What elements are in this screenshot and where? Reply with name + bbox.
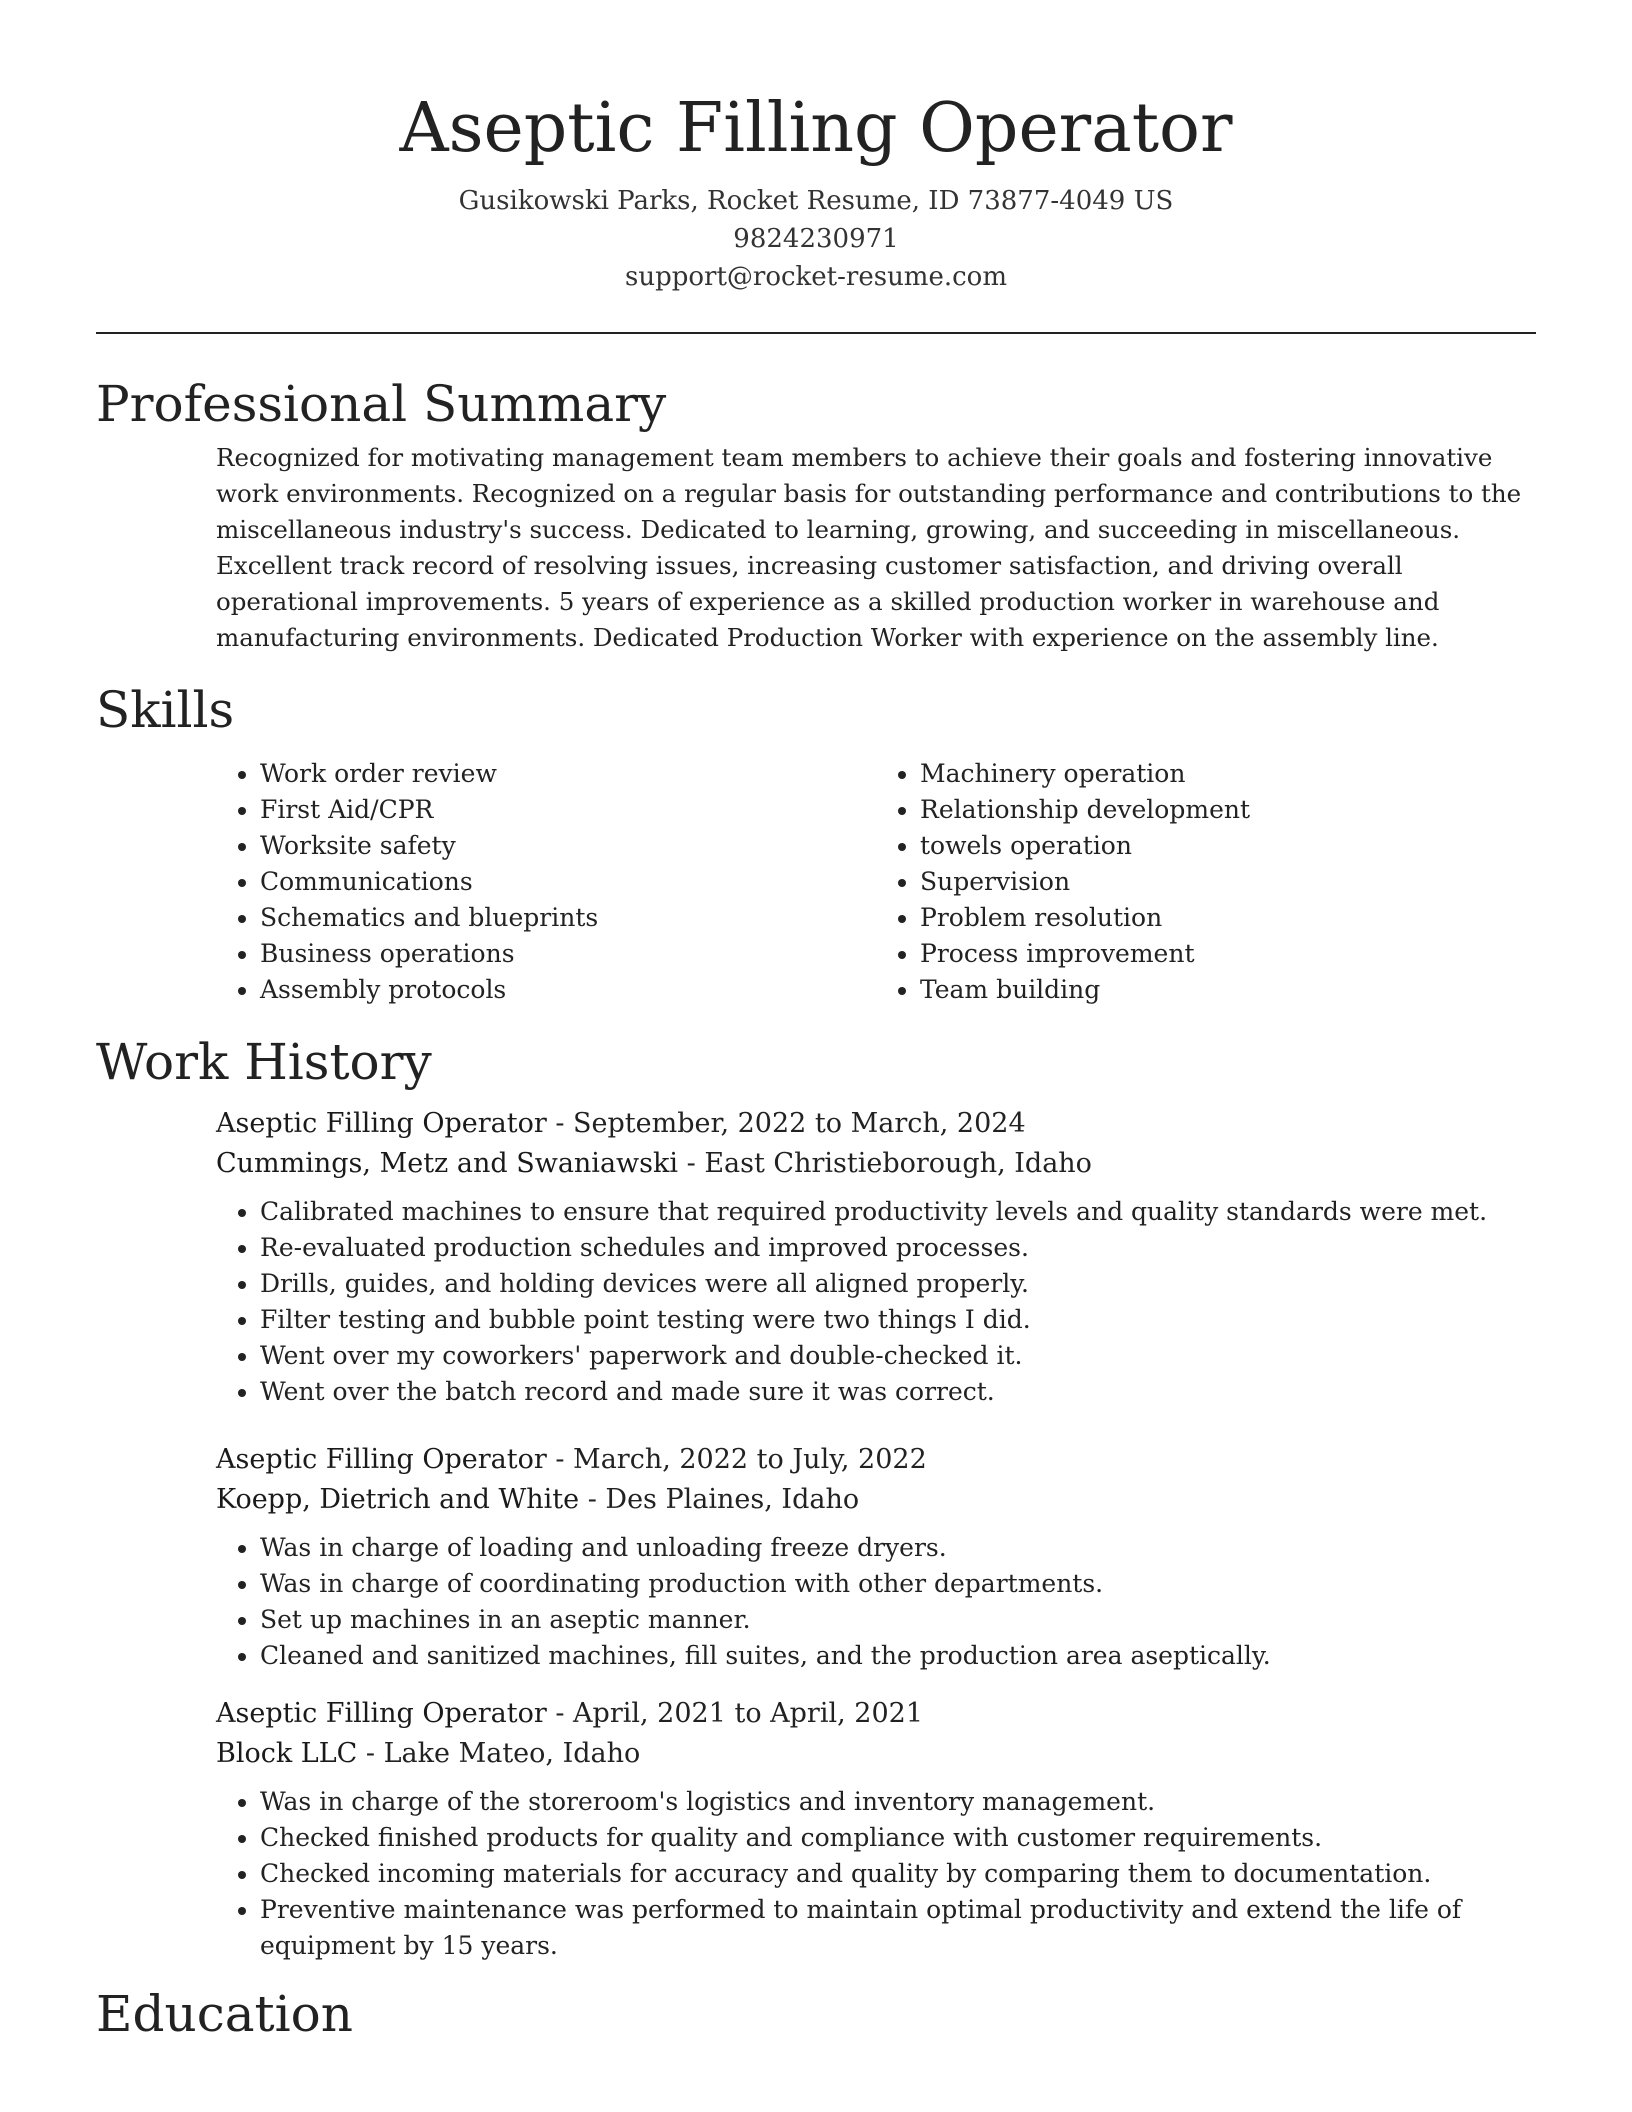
skill-item: • Process improvement: [920, 936, 1536, 972]
duty-item: • Re-evaluated production schedules and improved processes.: [260, 1230, 1536, 1266]
duty-item: • Drills, guides, and holding devices were all aligned properly.: [260, 1266, 1536, 1302]
skills-column-right: [876, 756, 1536, 1008]
skill-item: • Relationship development: [920, 792, 1536, 828]
skill-item: • Problem resolution: [920, 900, 1536, 936]
skill-item: • First Aid/CPR: [260, 792, 876, 828]
job-company-line: Cummings, Metz and Swaniawski - East Christieborough, Idaho: [216, 1148, 1092, 1179]
skill-item: • Communications: [260, 864, 876, 900]
resume-header: [96, 0, 1536, 296]
work-heading: Work History: [96, 1033, 432, 1091]
job-duties: [216, 1530, 1536, 1674]
duty-item: • Set up machines in an aseptic manner.: [260, 1602, 1536, 1638]
skills-grid: [216, 756, 1536, 1008]
resume-title: Aseptic Filling Operator: [399, 89, 1233, 168]
skills-section: [96, 678, 1536, 1008]
work-section: [96, 1030, 1536, 1964]
skill-item: • Worksite safety: [260, 828, 876, 864]
job-role: Aseptic Filling Operator: [216, 1444, 547, 1475]
duty-item: • Cleaned and sanitized machines, fill suites, and the production area aseptically.: [260, 1638, 1536, 1674]
contact-email: support@rocket-resume.com: [624, 262, 1007, 292]
job-duties: [216, 1194, 1536, 1410]
duty-item: • Checked finished products for quality and compliance with customer requirements.: [260, 1820, 1536, 1856]
skill-item: • Team building: [920, 972, 1536, 1008]
job-dates: March, 2022 to July, 2022: [573, 1444, 927, 1475]
job-location: Des Plaines, Idaho: [605, 1484, 860, 1515]
duty-item: • Went over the batch record and made sure it was correct.: [260, 1374, 1536, 1410]
skills-column-left: [216, 756, 876, 1008]
job-role-line: Aseptic Filling Operator - April, 2021 to April, 2021: [216, 1698, 923, 1729]
skill-item: • Supervision: [920, 864, 1536, 900]
duty-item: • Went over my coworkers' paperwork and double-checked it.: [260, 1338, 1536, 1374]
duty-item: • Checked incoming materials for accuracy and quality by comparing them to documentation.: [260, 1856, 1536, 1892]
job-dates: September, 2022 to March, 2024: [573, 1108, 1026, 1139]
duty-item: • Was in charge of coordinating production with other departments.: [260, 1566, 1536, 1602]
summary-text: Recognized for motivating management team members to achieve their goals and fostering innovative work environments. Recognized on a regular basis for outstanding performance and contributions to the miscellaneous industry's success. Dedicated to learning, growing, and succeeding in miscellaneous. Excellent track record of resolving issues, increasing customer satisfaction, and driving overall operational improvements. 5 years of experience as a skilled production worker in warehouse and manufacturing environments. Dedicated Production Worker with experience on the assembly line.: [216, 443, 1522, 652]
job-company-line: Koepp, Dietrich and White - Des Plaines, Idaho: [216, 1484, 860, 1515]
job-company: Cummings, Metz and Swaniawski: [216, 1148, 679, 1179]
skill-item: • Machinery operation: [920, 756, 1536, 792]
summary-heading: Professional Summary: [96, 375, 667, 433]
job-entry: [216, 1694, 1536, 1964]
summary-section: [96, 372, 1536, 656]
duty-item: • Preventive maintenance was performed to maintain optimal productivity and extend the life of equipment by 15 years.: [260, 1892, 1536, 1964]
skill-item: • Work order review: [260, 756, 876, 792]
job-role-line: Aseptic Filling Operator - March, 2022 to July, 2022: [216, 1444, 927, 1475]
skill-item: • Assembly protocols: [260, 972, 876, 1008]
skill-item: • Business operations: [260, 936, 876, 972]
duty-item: • Was in charge of the storeroom's logistics and inventory management.: [260, 1784, 1536, 1820]
contact-address: Gusikowski Parks, Rocket Resume, ID 73877-4049 US: [458, 186, 1174, 216]
job-role: Aseptic Filling Operator: [216, 1698, 547, 1729]
contact-phone: 9824230971: [733, 224, 899, 254]
job-role: Aseptic Filling Operator: [216, 1108, 547, 1139]
summary-body: [216, 440, 1536, 656]
job-entry: [216, 1104, 1536, 1410]
job-company: Block LLC: [216, 1738, 358, 1769]
contact-block: [96, 182, 1536, 296]
education-heading: Education: [96, 1985, 353, 2043]
job-entry: [216, 1440, 1536, 1674]
skill-item: • Schematics and blueprints: [260, 900, 876, 936]
skill-item: • towels operation: [920, 828, 1536, 864]
job-role-line: Aseptic Filling Operator - September, 2022 to March, 2024: [216, 1108, 1026, 1139]
work-body: [216, 1104, 1536, 1964]
job-dates: April, 2021 to April, 2021: [573, 1698, 923, 1729]
job-company-line: Block LLC - Lake Mateo, Idaho: [216, 1738, 641, 1769]
duty-item: • Was in charge of loading and unloading freeze dryers.: [260, 1530, 1536, 1566]
header-divider: [96, 332, 1536, 334]
skills-heading: Skills: [96, 681, 235, 739]
education-section: [96, 1982, 1536, 2046]
duty-item: • Calibrated machines to ensure that required productivity levels and quality standards were met.: [260, 1194, 1536, 1230]
job-location: East Christieborough, Idaho: [704, 1148, 1092, 1179]
job-location: Lake Mateo, Idaho: [383, 1738, 641, 1769]
job-duties: [216, 1784, 1536, 1964]
resume-page: [96, 0, 1536, 2046]
job-company: Koepp, Dietrich and White: [216, 1484, 580, 1515]
duty-item: • Filter testing and bubble point testing were two things I did.: [260, 1302, 1536, 1338]
